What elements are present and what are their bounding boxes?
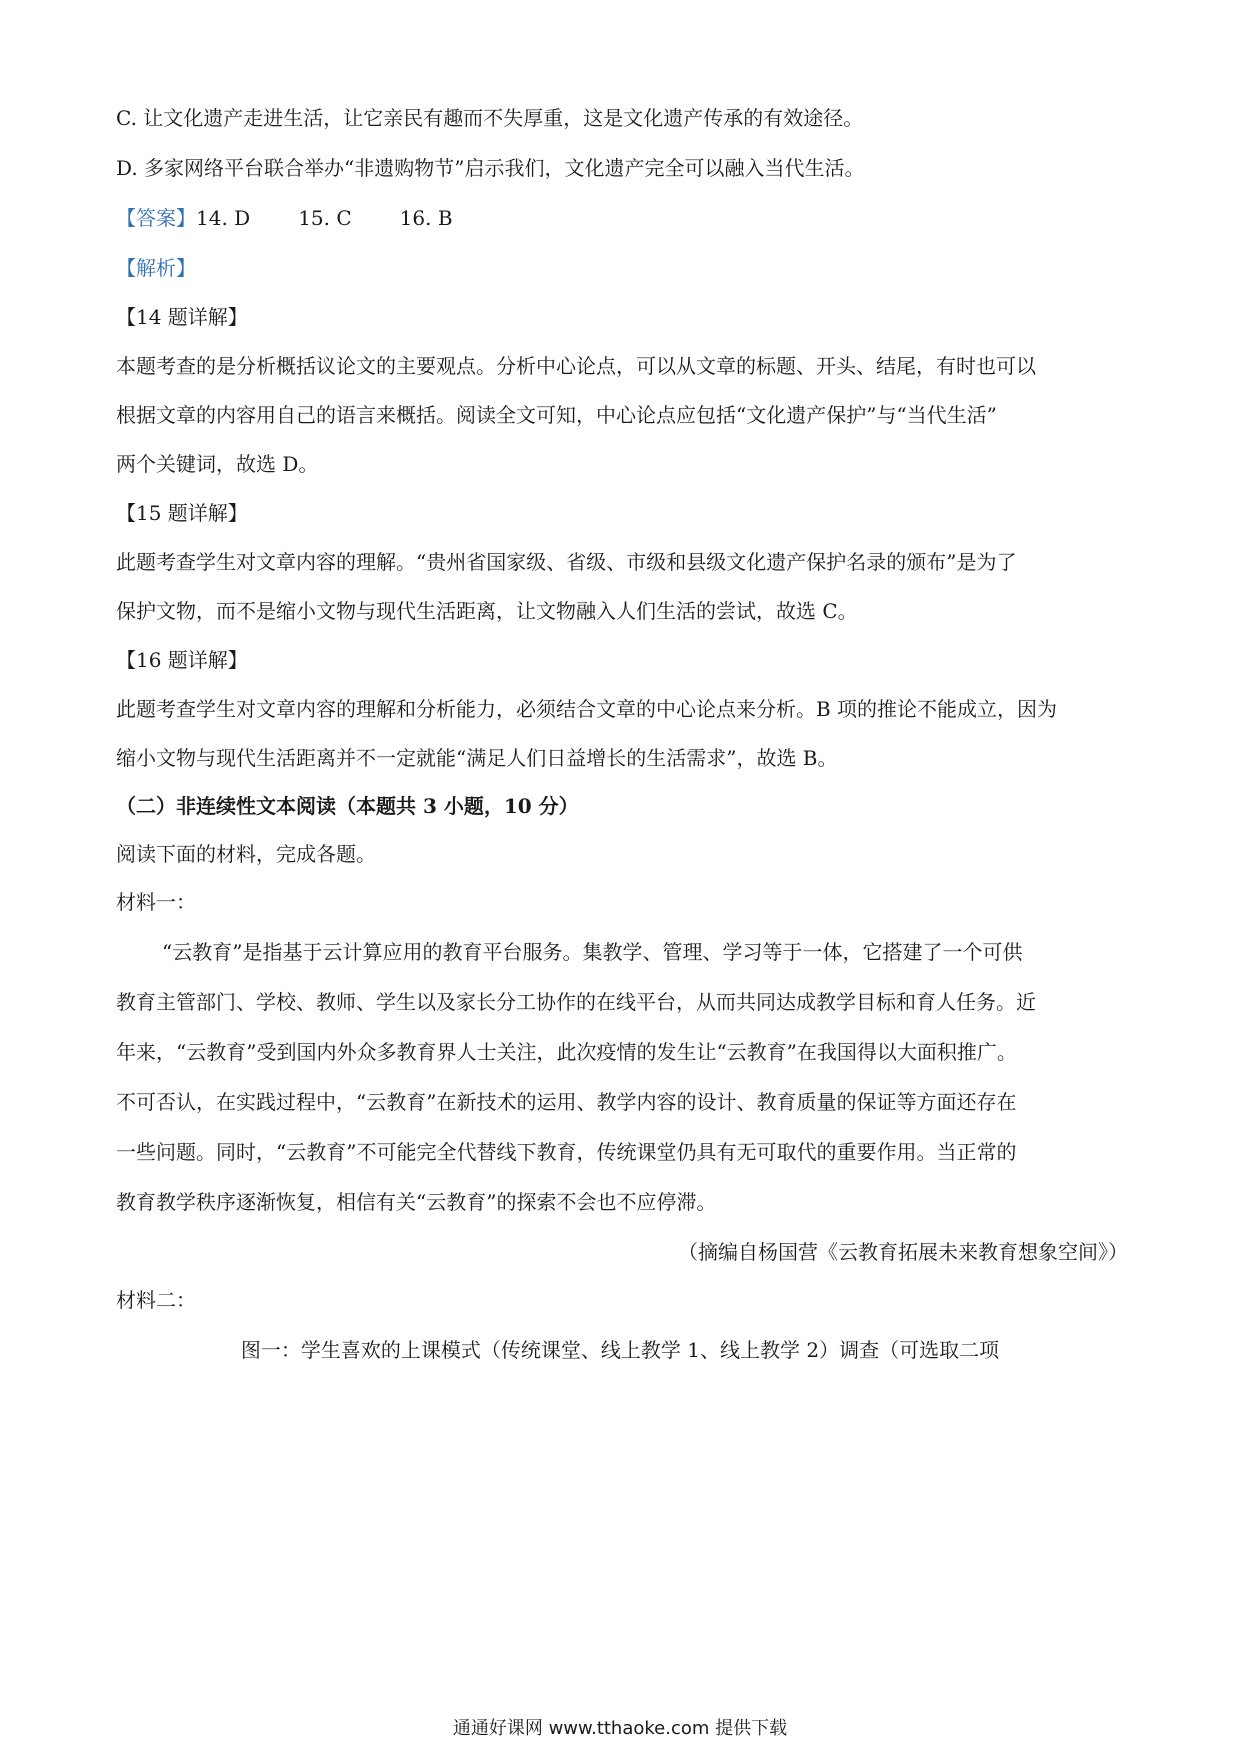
instruction: 阅读下面的材料，完成各题。 [116,842,376,866]
q16-line-2: 缩小文物与现代生活距离并不一定就能“满足人们日益增长的生活需求”，故选 B。 [116,746,838,770]
material1-line-4: 不可否认，在实践过程中，“云教育”在新技术的运用、教学内容的设计、教育质量的保证等方面还存在 [116,1090,1017,1114]
footer: 通通好课网 www.tthaoke.com 提供下载 [452,1718,788,1739]
q15-line-2: 保护文物，而不是缩小文物与现代生活距离，让文物融入人们生活的尝试，故选 C。 [116,599,858,623]
material1-line-2: 教育主管部门、学校、教师、学生以及家长分工协作的在线平台，从而共同达成教学目标和育人任务。近 [116,990,1036,1014]
material1-source: （摘编自杨国营《云教育拓展未来教育想象空间》） [678,1240,1128,1264]
material1-label: 材料一： [116,890,196,914]
q15-line-1: 此题考查学生对文章内容的理解。“贵州省国家级、省级、市级和县级文化遗产保护名录的颁布”是为了 [116,550,1017,574]
answer-16: 16. B [399,206,453,230]
q14-line-2: 根据文章的内容用自己的语言来概括。阅读全文可知，中心论点应包括“文化遗产保护”与“当代生活” [116,403,997,427]
material1-line-1: “云教育”是指基于云计算应用的教育平台服务。集教学、管理、学习等于一体，它搭建了一个可供 [162,940,1023,964]
section-title: （二）非连续性文本阅读（本题共 3 小题，10 分） [116,794,579,818]
q15-heading: 【15 题详解】 [116,501,248,525]
q14-line-1: 本题考查的是分析概括议论文的主要观点。分析中心论点，可以从文章的标题、开头、结尾，有时也可以 [116,354,1036,378]
analysis-label: 【解析】 [116,256,196,280]
answer-row [116,204,453,232]
answer-15: 15. C [298,206,352,230]
figure1-caption: 图一：学生喜欢的上课模式（传统课堂、线上教学 1、线上教学 2）调查（可选取二项 [240,1338,1000,1362]
material2-label: 材料二： [116,1288,196,1312]
material1-line-6: 教育教学秩序逐渐恢复，相信有关“云教育”的探索不会也不应停滞。 [116,1190,717,1214]
q14-heading: 【14 题详解】 [116,305,248,329]
option-d: D. 多家网络平台联合举办“非遗购物节”启示我们，文化遗产完全可以融入当代生活。 [116,156,865,180]
q16-heading: 【16 题详解】 [116,648,248,672]
answer-14: 14. D [196,206,251,230]
option-c: C. 让文化遗产走进生活，让它亲民有趣而不失厚重，这是文化遗产传承的有效途径。 [116,106,864,130]
material1-line-3: 年来，“云教育”受到国内外众多教育界人士关注，此次疫情的发生让“云教育”在我国得以大面积推广。 [116,1040,1017,1064]
answer-label: 【答案】 [116,206,196,230]
material1-line-5: 一些问题。同时，“云教育”不可能完全代替线下教育，传统课堂仍具有无可取代的重要作用。当正常的 [116,1140,1017,1164]
q16-line-1: 此题考查学生对文章内容的理解和分析能力，必须结合文章的中心论点来分析。B 项的推论不能成立，因为 [116,697,1058,721]
q14-line-3: 两个关键词，故选 D。 [116,452,319,476]
